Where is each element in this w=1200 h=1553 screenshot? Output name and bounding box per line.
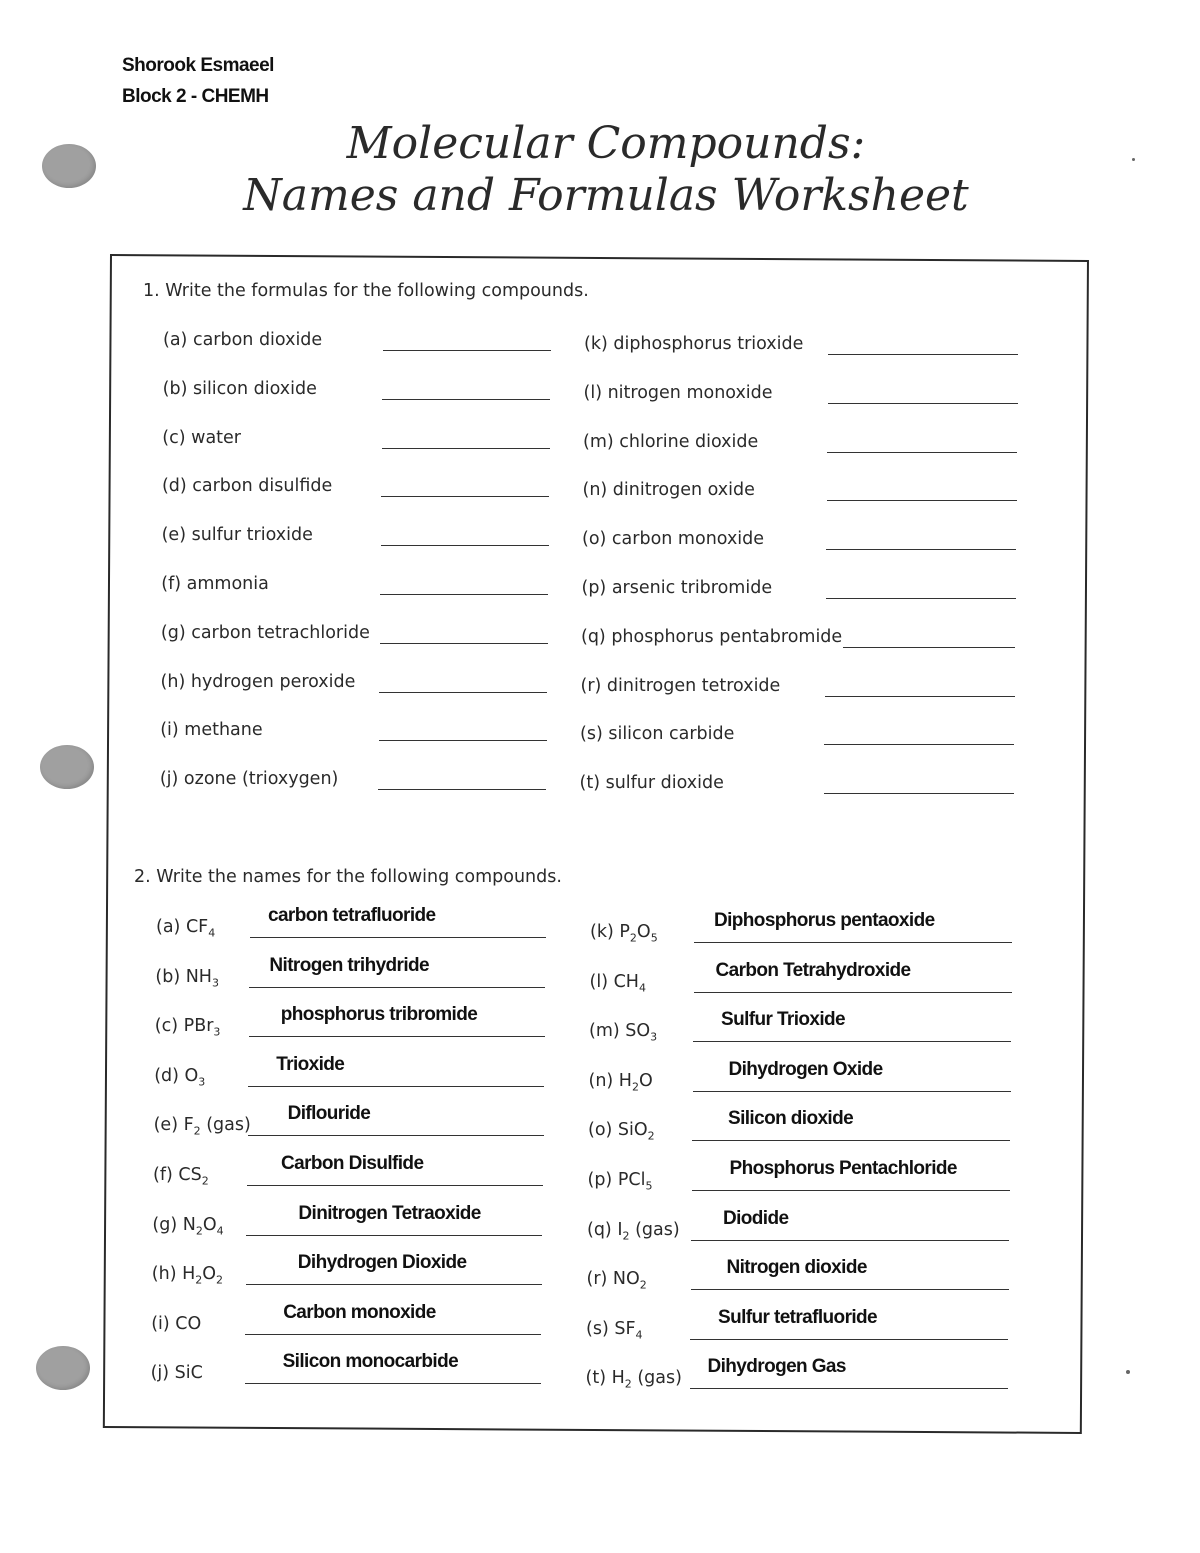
formula-subscript: 3 bbox=[198, 1075, 206, 1089]
handwritten-answer[interactable]: Silicon monocarbide bbox=[282, 1351, 459, 1373]
name-question-left-4 bbox=[154, 1103, 554, 1143]
answer-line[interactable] bbox=[693, 1091, 1011, 1092]
formula-question-left-7 bbox=[161, 672, 551, 712]
question-label: (b) silicon dioxide bbox=[162, 378, 317, 399]
compound-formula bbox=[155, 967, 219, 990]
answer-line[interactable] bbox=[827, 452, 1017, 453]
answer-line[interactable] bbox=[249, 1036, 545, 1037]
formula-subscript: 2 bbox=[195, 1273, 203, 1287]
formula-suffix: O bbox=[636, 922, 651, 942]
handwritten-answer[interactable]: Dihydrogen Gas bbox=[707, 1356, 846, 1378]
compound-formula bbox=[590, 972, 646, 995]
formula-suffix: O bbox=[202, 1264, 217, 1285]
formula-question-right-3 bbox=[583, 480, 1023, 520]
answer-line[interactable] bbox=[843, 647, 1015, 648]
answer-line[interactable] bbox=[382, 399, 550, 400]
name-question-right-3 bbox=[589, 1059, 1019, 1099]
formula-question-right-1 bbox=[584, 383, 1024, 423]
formula-subscript: 2 bbox=[195, 1224, 203, 1238]
compound-formula bbox=[588, 1170, 653, 1193]
compound-formula bbox=[587, 1269, 647, 1292]
answer-line[interactable] bbox=[246, 1284, 542, 1285]
answer-line[interactable] bbox=[382, 448, 550, 449]
handwritten-answer[interactable]: carbon tetrafluoride bbox=[268, 905, 436, 926]
answer-line[interactable] bbox=[694, 942, 1012, 943]
formula-subscript: 2 bbox=[629, 931, 637, 945]
answer-line[interactable] bbox=[381, 496, 549, 497]
answer-line[interactable] bbox=[824, 793, 1014, 794]
formula-text: (f) CS bbox=[153, 1165, 202, 1185]
question-label: (m) chlorine dioxide bbox=[583, 431, 759, 452]
formula-question-left-2 bbox=[162, 428, 552, 468]
compound-formula bbox=[152, 1264, 223, 1287]
handwritten-answer[interactable]: Phosphorus Pentachloride bbox=[729, 1158, 957, 1179]
formula-question-right-8 bbox=[580, 724, 1020, 764]
name-question-left-1 bbox=[155, 955, 555, 995]
handwritten-answer[interactable]: Nitrogen dioxide bbox=[726, 1257, 867, 1279]
formula-subscript-2: 2 bbox=[216, 1273, 224, 1287]
formula-question-right-4 bbox=[582, 529, 1022, 569]
formula-question-left-0 bbox=[163, 330, 553, 370]
formula-text: (h) H bbox=[151, 1264, 196, 1285]
answer-line[interactable] bbox=[825, 696, 1015, 697]
answer-line[interactable] bbox=[827, 500, 1017, 501]
formula-text: (m) SO bbox=[589, 1021, 651, 1042]
question-label: (p) arsenic tribromide bbox=[581, 578, 773, 598]
answer-line[interactable] bbox=[691, 1240, 1009, 1241]
name-question-right-2 bbox=[589, 1009, 1019, 1049]
handwritten-answer[interactable]: phosphorus tribromide bbox=[280, 1004, 478, 1026]
answer-line[interactable] bbox=[247, 1185, 543, 1186]
name-question-right-8 bbox=[586, 1307, 1016, 1347]
formula-question-right-5 bbox=[582, 578, 1022, 618]
formula-question-right-0 bbox=[584, 334, 1024, 374]
formula-suffix: (gas) bbox=[631, 1368, 682, 1389]
formula-subscript: 2 bbox=[639, 1278, 647, 1292]
formula-text: (s) SF bbox=[586, 1318, 636, 1339]
handwritten-answer[interactable]: Dinitrogen Tetraoxide bbox=[298, 1202, 481, 1224]
answer-line[interactable] bbox=[690, 1388, 1008, 1389]
name-question-left-2 bbox=[155, 1004, 555, 1044]
handwritten-answer[interactable]: Dihydrogen Dioxide bbox=[297, 1252, 467, 1274]
compound-formula bbox=[155, 1016, 221, 1039]
student-name: Shorook Esmaeel bbox=[122, 55, 274, 76]
handwritten-answer[interactable]: Carbon Tetrahydroxide bbox=[715, 959, 911, 981]
compound-formula bbox=[586, 1319, 643, 1342]
handwritten-answer[interactable]: Diphosphorus pentaoxide bbox=[714, 910, 935, 931]
title-line-1: Molecular Compounds: bbox=[346, 118, 866, 169]
formula-question-right-9 bbox=[580, 773, 1020, 813]
formula-question-left-9 bbox=[160, 769, 550, 809]
formula-question-left-6 bbox=[161, 623, 551, 663]
binder-hole-bottom bbox=[36, 1346, 90, 1390]
question-label: (c) water bbox=[162, 427, 241, 448]
formula-subscript: 2 bbox=[647, 1129, 655, 1143]
question-label: (l) nitrogen monoxide bbox=[583, 382, 773, 403]
compound-formula bbox=[154, 1115, 251, 1138]
compound-formula bbox=[151, 1314, 201, 1337]
formula-subscript-2: 5 bbox=[650, 931, 658, 945]
formula-text: (b) NH bbox=[155, 966, 212, 987]
handwritten-answer[interactable]: Trioxide bbox=[276, 1053, 345, 1075]
formula-suffix: O bbox=[638, 1070, 653, 1091]
name-question-right-5 bbox=[588, 1158, 1018, 1198]
handwritten-answer[interactable]: Carbon Disulfide bbox=[281, 1153, 424, 1174]
answer-line[interactable] bbox=[828, 403, 1018, 404]
answer-line[interactable] bbox=[246, 1235, 542, 1236]
compound-formula bbox=[586, 1368, 682, 1391]
question-label: (g) carbon tetrachloride bbox=[160, 622, 370, 643]
handwritten-answer[interactable]: Sulfur Trioxide bbox=[721, 1009, 846, 1031]
formula-subscript: 4 bbox=[638, 981, 646, 995]
formula-text: (q) I bbox=[587, 1219, 623, 1240]
answer-line[interactable] bbox=[250, 937, 546, 938]
formula-text: (i) CO bbox=[151, 1313, 202, 1334]
answer-line[interactable] bbox=[691, 1289, 1009, 1290]
formula-suffix: (gas) bbox=[629, 1219, 680, 1240]
question-label: (k) diphosphorus trioxide bbox=[584, 334, 804, 354]
name-question-left-9 bbox=[151, 1351, 551, 1391]
formula-text: (r) NO bbox=[586, 1269, 640, 1290]
student-header bbox=[122, 50, 274, 112]
name-question-right-6 bbox=[587, 1208, 1017, 1248]
question-label: (e) sulfur trioxide bbox=[161, 525, 313, 546]
formula-subscript: 4 bbox=[635, 1328, 643, 1342]
answer-line[interactable] bbox=[249, 987, 545, 988]
formula-subscript: 3 bbox=[213, 1025, 221, 1039]
question-label: (j) ozone (trioxygen) bbox=[159, 769, 339, 790]
answer-line[interactable] bbox=[826, 549, 1016, 550]
compound-formula bbox=[590, 922, 658, 945]
answer-line[interactable] bbox=[380, 594, 548, 595]
answer-line[interactable] bbox=[379, 740, 547, 741]
question-label: (a) carbon dioxide bbox=[163, 330, 323, 350]
handwritten-answer[interactable]: Silicon dioxide bbox=[728, 1108, 854, 1130]
binder-hole-middle bbox=[40, 745, 94, 789]
formula-subscript-2: 4 bbox=[216, 1224, 224, 1238]
answer-line[interactable] bbox=[692, 1190, 1010, 1191]
name-question-right-7 bbox=[587, 1257, 1017, 1297]
part1-instruction: 1. Write the formulas for the following compounds. bbox=[143, 281, 589, 301]
formula-suffix: O bbox=[202, 1214, 217, 1235]
handwritten-answer[interactable]: Dihydrogen Oxide bbox=[728, 1058, 883, 1080]
name-question-left-3 bbox=[154, 1054, 554, 1094]
formula-text: (k) P bbox=[590, 922, 630, 942]
answer-line[interactable] bbox=[826, 598, 1016, 599]
handwritten-answer[interactable]: Carbon monoxide bbox=[283, 1301, 436, 1323]
formula-subscript: 2 bbox=[622, 1229, 630, 1243]
answer-line[interactable] bbox=[692, 1140, 1010, 1141]
answer-line[interactable] bbox=[690, 1339, 1008, 1340]
formula-subscript: 2 bbox=[193, 1124, 201, 1138]
question-label: (r) dinitrogen tetroxide bbox=[580, 675, 781, 696]
question-label: (f) ammonia bbox=[161, 574, 269, 594]
formula-question-left-5 bbox=[161, 574, 551, 614]
answer-line[interactable] bbox=[245, 1383, 541, 1384]
answer-line[interactable] bbox=[381, 545, 549, 546]
worksheet-title bbox=[0, 118, 1200, 222]
formula-question-right-7 bbox=[581, 676, 1021, 716]
formula-question-right-6 bbox=[581, 627, 1021, 667]
formula-text: (e) F bbox=[153, 1115, 194, 1136]
formula-question-left-4 bbox=[162, 525, 552, 565]
question-label: (q) phosphorus pentabromide bbox=[581, 626, 843, 647]
compound-formula bbox=[154, 1066, 205, 1089]
name-question-left-6 bbox=[152, 1203, 552, 1243]
formula-subscript: 5 bbox=[645, 1179, 653, 1193]
name-question-right-0 bbox=[590, 910, 1020, 950]
formula-subscript: 2 bbox=[201, 1174, 209, 1188]
answer-line[interactable] bbox=[379, 692, 547, 693]
question-label: (h) hydrogen peroxide bbox=[160, 671, 356, 692]
formula-question-right-2 bbox=[583, 432, 1023, 472]
compound-formula bbox=[589, 1021, 657, 1044]
formula-suffix: (gas) bbox=[200, 1115, 251, 1136]
compound-formula bbox=[588, 1120, 655, 1143]
binder-hole-top bbox=[42, 144, 96, 188]
formula-text: (p) PCl bbox=[587, 1170, 646, 1190]
answer-line[interactable] bbox=[378, 789, 546, 790]
formula-subscript: 3 bbox=[211, 976, 219, 990]
answer-line[interactable] bbox=[383, 350, 551, 351]
name-question-right-1 bbox=[590, 960, 1020, 1000]
class-block: Block 2 - CHEMH bbox=[122, 86, 269, 107]
question-label: (i) methane bbox=[160, 720, 263, 741]
name-question-left-5 bbox=[153, 1153, 553, 1193]
formula-subscript: 3 bbox=[650, 1030, 658, 1044]
question-label: (o) carbon monoxide bbox=[582, 529, 765, 550]
name-question-right-9 bbox=[586, 1356, 1016, 1396]
question-label: (d) carbon disulfide bbox=[161, 476, 333, 497]
handwritten-answer[interactable]: Nitrogen trihydride bbox=[269, 954, 430, 976]
part2-instruction: 2. Write the names for the following compounds. bbox=[134, 867, 562, 887]
answer-line[interactable] bbox=[693, 1041, 1011, 1042]
formula-subscript: 2 bbox=[631, 1080, 639, 1094]
answer-line[interactable] bbox=[248, 1135, 544, 1136]
formula-text: (c) PBr bbox=[154, 1016, 214, 1037]
title-line-2: Names and Formulas Worksheet bbox=[243, 170, 969, 221]
compound-formula bbox=[152, 1215, 223, 1238]
formula-text: (t) H bbox=[585, 1368, 625, 1389]
formula-question-left-1 bbox=[163, 379, 553, 419]
formula-subscript: 4 bbox=[208, 926, 216, 940]
answer-line[interactable] bbox=[824, 744, 1014, 745]
name-question-left-0 bbox=[156, 905, 556, 945]
compound-formula bbox=[151, 1363, 203, 1386]
compound-formula bbox=[156, 917, 215, 940]
question-label: (n) dinitrogen oxide bbox=[582, 480, 755, 501]
formula-question-left-3 bbox=[162, 476, 552, 516]
answer-line[interactable] bbox=[694, 992, 1012, 993]
scan-speck bbox=[1126, 1370, 1130, 1374]
name-question-right-4 bbox=[588, 1108, 1018, 1148]
formula-text: (o) SiO bbox=[588, 1120, 648, 1141]
question-label: (s) silicon carbide bbox=[580, 724, 735, 745]
name-question-left-8 bbox=[151, 1302, 551, 1342]
question-label: (t) sulfur dioxide bbox=[579, 773, 724, 794]
scan-speck bbox=[1132, 158, 1135, 161]
compound-formula bbox=[589, 1071, 653, 1094]
formula-question-left-8 bbox=[160, 720, 550, 760]
answer-line[interactable] bbox=[828, 354, 1018, 355]
formula-subscript: 2 bbox=[624, 1377, 632, 1391]
formula-text: (n) H bbox=[588, 1070, 632, 1091]
handwritten-answer[interactable]: Diflouride bbox=[287, 1103, 371, 1125]
name-question-left-7 bbox=[152, 1252, 552, 1292]
formula-text: (j) SiC bbox=[150, 1363, 203, 1384]
answer-line[interactable] bbox=[380, 643, 548, 644]
formula-text: (g) N bbox=[152, 1214, 196, 1235]
formula-text: (l) CH bbox=[589, 971, 639, 992]
compound-formula bbox=[587, 1220, 680, 1243]
handwritten-answer[interactable]: Diodide bbox=[723, 1207, 789, 1229]
compound-formula bbox=[153, 1165, 209, 1188]
answer-line[interactable] bbox=[248, 1086, 544, 1087]
handwritten-answer[interactable]: Sulfur tetrafluoride bbox=[718, 1306, 878, 1328]
formula-text: (a) CF bbox=[156, 917, 209, 937]
formula-text: (d) O bbox=[154, 1065, 199, 1086]
answer-line[interactable] bbox=[245, 1334, 541, 1335]
